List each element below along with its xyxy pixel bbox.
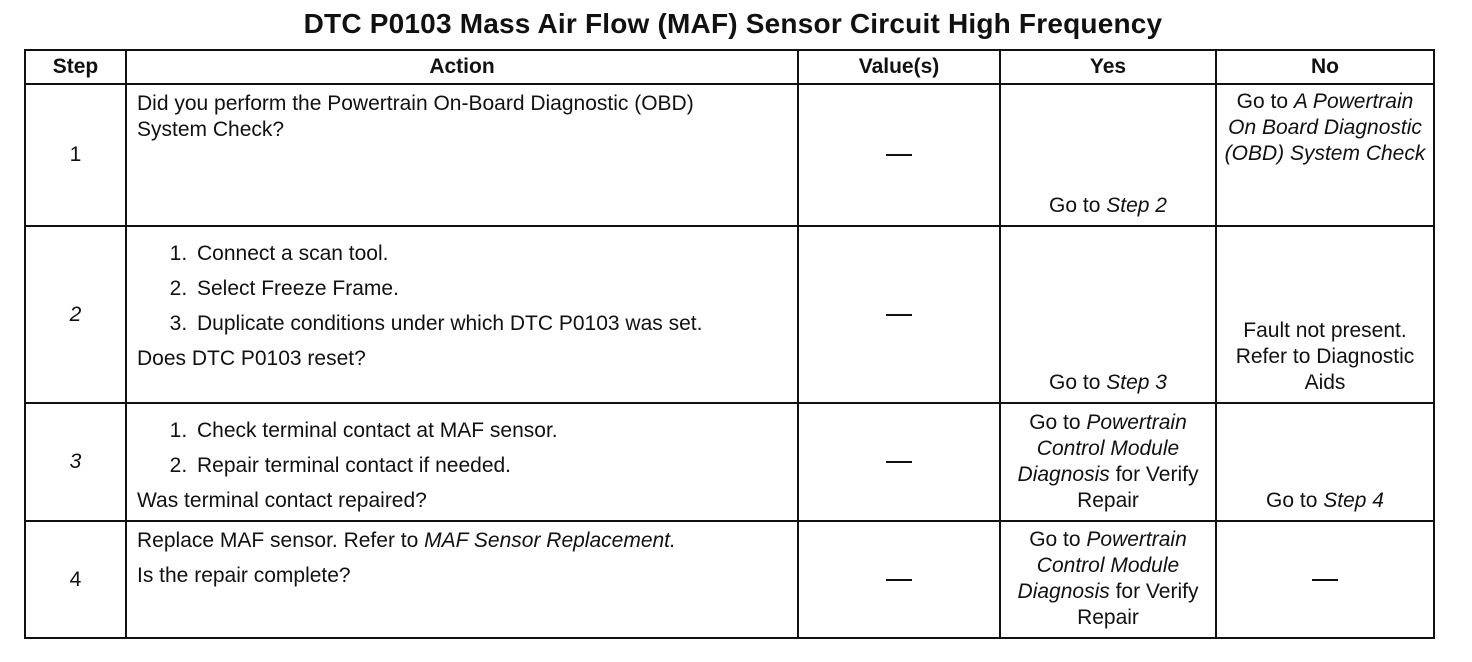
yes-suffix: for Verify Repair	[1077, 463, 1199, 512]
page-title: DTC P0103 Mass Air Flow (MAF) Sensor Circuit High Frequency	[303, 8, 1163, 39]
yes-suffix: for Verify Repair	[1077, 580, 1199, 629]
maf-replacement-link[interactable]: MAF Sensor Replacement.	[424, 529, 676, 552]
table-row	[25, 403, 1434, 521]
yes-prefix: Go to	[1029, 411, 1087, 434]
step-number: 2	[25, 226, 126, 403]
no-step-link[interactable]: Step 4	[1323, 489, 1384, 512]
no-cell	[1216, 403, 1434, 521]
no-cell	[1216, 521, 1434, 638]
list-item: 2. Select Freeze Frame.	[193, 276, 789, 302]
no-text[interactable]: Fault not present. Refer to Diagnostic Aids	[1235, 319, 1415, 394]
action-cell	[126, 226, 798, 403]
yes-cell	[1000, 403, 1216, 521]
header-no: No	[1216, 50, 1434, 84]
step-number: 1	[25, 84, 126, 226]
no-obd-link[interactable]: A Powertrain On Board Diagnostic (OBD) System Check	[1224, 90, 1426, 165]
list-item: 3. Duplicate conditions under which DTC P0103 was set.	[193, 311, 789, 337]
yes-cell	[1000, 84, 1216, 226]
action-steps-list	[137, 241, 789, 337]
value-cell	[798, 226, 1000, 403]
list-item: 1. Check terminal contact at MAF sensor.	[193, 418, 789, 444]
yes-prefix: Go to	[1049, 194, 1107, 217]
yes-prefix: Go to	[1049, 371, 1107, 394]
step-number: 4	[25, 521, 126, 638]
step-number: 3	[25, 403, 126, 521]
yes-step-link[interactable]: Step 3	[1106, 371, 1167, 394]
action-cell	[126, 521, 798, 638]
header-values: Value(s)	[798, 50, 1000, 84]
yes-cell	[1000, 226, 1216, 403]
table-row	[25, 521, 1434, 638]
action-text: Did you perform the Powertrain On-Board Diagnostic (OBD) System Check?	[137, 92, 694, 141]
header-row	[25, 50, 1434, 84]
no-prefix: Go to	[1236, 90, 1294, 113]
yes-cell	[1000, 521, 1216, 638]
value-cell	[798, 403, 1000, 521]
yes-step-link[interactable]: Step 2	[1106, 194, 1167, 217]
action-cell	[126, 84, 798, 226]
table-row	[25, 84, 1434, 226]
list-item: 2. Repair terminal contact if needed.	[193, 453, 789, 479]
yes-prefix: Go to	[1029, 528, 1087, 551]
action-question: Is the repair complete?	[137, 564, 351, 587]
action-steps-list	[137, 418, 789, 479]
value-cell	[798, 84, 1000, 226]
action-text: Replace MAF sensor. Refer to MAF Sensor Replacement.	[137, 529, 676, 552]
diagnostic-table	[24, 49, 1435, 639]
no-cell	[1216, 84, 1434, 226]
header-step: Step	[25, 50, 126, 84]
action-cell	[126, 403, 798, 521]
table-row	[25, 226, 1434, 403]
no-prefix: Go to	[1266, 489, 1324, 512]
list-item: 1. Connect a scan tool.	[193, 241, 789, 267]
value-cell	[798, 521, 1000, 638]
yes-pcm-link[interactable]: Powertrain Control Module Diagnosis	[1017, 411, 1187, 486]
action-question: Does DTC P0103 reset?	[137, 347, 366, 370]
header-yes: Yes	[1000, 50, 1216, 84]
yes-pcm-link[interactable]: Powertrain Control Module Diagnosis	[1017, 528, 1187, 603]
no-cell	[1216, 226, 1434, 403]
header-action: Action	[126, 50, 798, 84]
action-question: Was terminal contact repaired?	[137, 489, 427, 512]
